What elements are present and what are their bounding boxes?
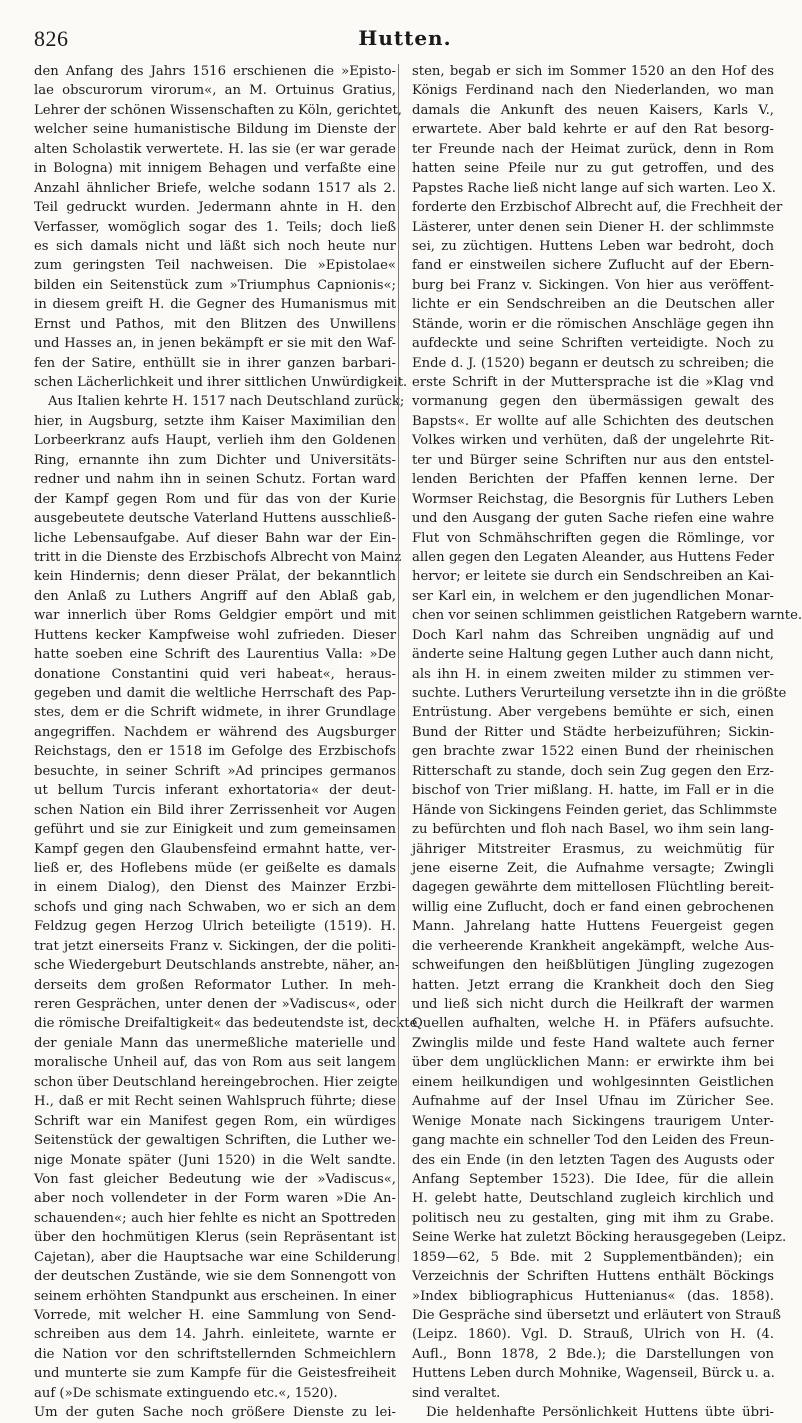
text-line: willig eine Zuflucht, doch er fand einen gebrochenen [412,899,774,915]
text-line: hatte soeben eine Schrift des Laurentius Valla: »De [34,647,396,663]
text-line: Quellen aufhalten, welche H. in Pfäfers aufsuchte. [412,1016,774,1032]
text-line: Ernst und Pathos, mit den Blitzen des Unwillens [34,316,396,332]
text-line: Seitenstück der gewaltigen Schriften, die Luther we- [34,1133,396,1149]
text-line: Wenige Monate nach Sickingens traurigem Unter- [412,1113,774,1129]
text-line: Papstes Rache ließ nicht lange auf sich warten. Leo X. [412,180,776,196]
text-line: erste Schrift in der Muttersprache ist die »Klag vnd [412,375,774,390]
text-line: in Bologna) mit innigem Behagen und verfaßte eine [34,161,396,177]
text-line: ausgebeutete deutsche Vaterland Huttens ausschließ- [34,511,396,527]
text-line: aufdeckte und seine Schriften verteidigte. Noch zu [412,336,774,352]
text-line: Wormser Reichstag, die Besorgnis für Luthers Leben [412,491,774,507]
text-line: suchte. Luthers Verurteilung versetzte ihn in die größte [412,686,787,701]
text-line: Seine Werke hat zuletzt Böcking herausgegeben (Leipz. [412,1230,787,1246]
text-line: Lehrer der schönen Wissenschaften zu Köln, gerichtet, [34,102,402,118]
text-line: der Kampf gegen Rom und für das von der Kurie [34,491,396,507]
text-line: redner und nahm ihn in seinen Schutz. Fortan ward [34,472,396,488]
text-line: hatten. Jetzt errang die Krankheit doch den Sieg [412,977,774,993]
text-line: derseits dem großen Reformator Luther. In meh- [34,977,396,993]
text-line: Teil gedruckt wurden. Jedermann ahnte in H. den [34,200,396,216]
text-line: Verfasser, womöglich sogar des 1. Teils; doch ließ [34,219,396,235]
text-line: und den Ausgang der guten Sache riefen eine wahre [412,511,774,527]
text-line: der geniale Mann das unermeßliche materielle und [34,1035,396,1051]
text-line: gegeben und damit die weltliche Herrschaft des Pap- [34,686,396,701]
text-line: schon über Deutschland hereingebrochen. Hier zeigte [34,1074,398,1090]
text-line: liche Lebensaufgabe. Auf dieser Bahn war der Ein- [34,530,396,546]
text-line: Schrift war ein Manifest gegen Rom, ein würdiges [34,1113,396,1129]
text-line: forderte den Erzbischof Albrecht auf, die Frechheit der [412,200,783,216]
text-line: Die heldenhafte Persönlichkeit Huttens übte übri- [426,1405,774,1421]
text-line: sei, zu züchtigen. Huttens Leben war bedroht, doch [412,238,774,254]
text-line: Reichstags, den er 1518 im Gefolge des Erzbischofs [34,744,396,760]
text-line: Aus Italien kehrte H. 1517 nach Deutschland zurück; [48,394,405,410]
text-line: Anfang September 1523). Die Idee, für die allein [412,1171,774,1187]
page-header [34,18,776,54]
text-line: in einem Dialog), den Dienst des Mainzer Erzbi- [34,880,396,896]
text-line: 1859—62, 5 Bde. mit 2 Supplementbänden); ein [412,1249,774,1265]
text-line: zum geringsten Teil nachweisen. Die »Epistolae« [34,258,396,274]
text-line: Zwinglis milde und feste Hand waltete auch ferner [412,1035,774,1051]
text-line: hervor; er leitete sie durch ein Sendschreiben an Kai- [412,569,774,585]
text-line: bilden ein Seitenstück zum »Triumphus Capnionis«; [34,277,396,293]
text-line: als ihn H. in einem zweiten milder zu stimmen ver- [412,666,774,682]
text-line: »Index bibliographicus Huttenianus« (das. 1858). [412,1288,774,1304]
running-head: Hutten. [358,26,452,50]
text-line: Flut von Schmähschriften gegen die Römlinge, vor [412,530,774,546]
text-line: gen brachte zwar 1522 einen Bund der rheinischen [412,744,774,760]
text-line: damals die Ankunft des neuen Kaisers, Karls V., [412,102,774,118]
text-line: Cajetan), aber die Hauptsache war eine Schilderung [34,1249,396,1265]
text-line: Ritterschaft zu stande, doch sein Zug gegen den Erz- [412,763,774,779]
text-line: aber noch vollendeter in der Form waren »Die An- [34,1191,396,1207]
text-line: trat jetzt einerseits Franz v. Sickingen, der die politi- [34,938,396,954]
text-line: Von fast gleicher Bedeutung wie der »Vadiscus«, [34,1171,396,1187]
text-line: es sich damals nicht und läßt sich noch heute nur [34,238,396,254]
text-line: hatten seine Pfeile nur zu gut getroffen, und des [412,161,774,177]
text-line: H. gelebt hatte, Deutschland zugleich kirchlich und [412,1191,774,1207]
text-line: Hände von Sickingens Feinden geriet, das Schlimmste [412,802,778,818]
text-line: ter Freunde nach der Heimat zurück, denn in Rom [412,141,774,157]
text-line: über den hochmütigen Klerus (sein Repräsentant ist [34,1230,396,1246]
right-column [412,62,802,1421]
text-line: Doch Karl nahm das Schreiben ungnädig auf und [412,627,774,643]
text-line: jene eiserne Zeit, die Aufnahme versagte; Zwingli [412,860,774,876]
text-line: ser Karl ein, in welchem er den jugendlichen Monar- [412,588,774,604]
text-line: Die Gespräche sind übersetzt und erläutert von Strauß [412,1308,781,1323]
text-line: politisch neu zu gestalten, ging mit ihm zu Grabe. [412,1210,774,1226]
text-line: Feldzug gegen Herzog Ulrich beteiligte (1519). H. [34,919,396,935]
text-line: Ende d. J. (1520) begann er deutsch zu schreiben; die [412,355,774,371]
text-line: alten Scholastik verwertete. H. las sie (er war gerade [34,141,396,157]
text-line: die Nation vor den schriftstellernden Schmeichlern [34,1346,396,1362]
text-line: Lorbeerkranz aufs Haupt, verlieh ihm den Goldenen [34,433,396,449]
text-line: Aufnahme auf der Insel Ufnau im Züricher See. [412,1094,774,1110]
text-line: und Hasses an, in jenen bekämpft er sie mit den Waf- [34,336,396,352]
text-line: reren Gesprächen, unter denen der »Vadiscus«, oder [34,997,396,1012]
text-line: vormanung gegen den übermässigen gewalt des [412,394,774,410]
text-line: Verzeichnis der Schriften Huttens enthält Böckings [412,1269,774,1285]
text-line: Lästerer, unter denen sein Diener H. der schlimmste [412,219,774,235]
text-line: Aufl., Bonn 1878, 2 Bde.); die Darstellungen von [412,1346,774,1362]
text-line: war innerlich über Roms Geldgier empört und mit [34,608,396,624]
text-line: Volkes wirken und verhüten, daß der ungelehrte Rit- [412,433,774,449]
text-line: Kampf gegen den Glaubensfeind ermahnt hatte, ver- [34,841,396,857]
text-line: schofs und ging nach Schwaben, wo er sich an dem [34,899,396,915]
text-line: tritt in die Dienste des Erzbischofs Albrecht von Mainz [34,549,402,565]
text-line: schen Lächerlichkeit und ihrer sittlichen Unwürdigkeit. [34,375,408,390]
text-line: die verheerende Krankheit angekämpft, welche Aus- [412,938,774,954]
text-line: des ein Ende (in den letzten Tagen des Augusts oder [412,1152,774,1168]
text-line: angegriffen. Nachdem er während des Augsburger [34,724,396,740]
text-line: moralische Unheil auf, das von Rom aus seit langem [34,1055,396,1071]
text-line: den Anlaß zu Luthers Angriff auf den Ablaß gab, [34,588,396,604]
text-line: kein Hindernis; denn dieser Prälat, der bekanntlich [34,569,396,585]
text-line: in diesem greift H. die Gegner des Humanismus mit [34,297,396,313]
text-line: Huttens Leben durch Mohnike, Wagenseil, Bürck u. a. [412,1366,775,1382]
text-line: (Leipz. 1860). Vgl. D. Strauß, Ulrich von H. (4. [412,1327,774,1343]
text-line: der deutschen Zustände, wie sie dem Sonnengott von [34,1269,396,1285]
text-line: die römische Dreifaltigkeit« das bedeutendste ist, deckte [34,1016,418,1032]
text-line: seinem erhöhten Standpunkt aus erscheinen. In einer [34,1288,396,1304]
text-line: auf (»De schismate extinguendo etc.«, 1520). [34,1385,338,1401]
text-line: zu befürchten und floh nach Basel, wo ihm sein lang- [412,822,774,838]
text-line: lenden Berichten der Pfaffen kennen lerne. Der [412,472,774,488]
text-line: änderte seine Haltung gegen Luther auch dann nicht, [412,647,774,663]
text-line: schweifungen den heißblütigen Jüngling zugezogen [412,958,774,974]
text-line: lae obscurorum virorum«, an M. Ortuinus Gratius, [34,83,396,99]
text-line: jähriger Mitstreiter Erasmus, zu weichmütig für [412,841,774,857]
text-line: ut bellum Turcis inferant exhortatoria« der deut- [34,783,396,799]
text-line: dagegen gewährte dem mittellosen Flüchtling bereit- [412,880,774,896]
text-line: H., daß er mit Recht seinen Wahlspruch führte; diese [34,1094,396,1110]
text-line: burg bei Franz v. Sickingen. Von hier aus veröffent- [412,277,774,293]
text-line: Um der guten Sache noch größere Dienste zu lei- [34,1405,396,1421]
text-line: geführt und sie zur Einigkeit und zum gemeinsamen [34,822,396,838]
text-line: allen gegen den Legaten Aleander, aus Huttens Feder [412,549,774,565]
text-line: Ring, ernannte ihn zum Dichter und Universitäts- [34,452,396,468]
text-line: Vorrede, mit welcher H. eine Sammlung von Send- [34,1308,396,1323]
text-line: ter und Bürger seine Schriften nur aus den entstel- [412,452,774,468]
text-line: lichte er ein Sendschreiben an die Deutschen aller [412,297,774,313]
text-line: besuchte, in seiner Schrift »Ad principes germanos [34,763,396,779]
text-line: fand er einstweilen sichere Zuflucht auf der Ebern- [412,258,774,274]
text-line: gang machte ein schneller Tod den Leiden des Freun- [412,1133,774,1149]
text-line: und munterte sie zum Kampfe für die Geistesfreiheit [34,1366,396,1382]
page-number: 826 [34,26,69,51]
text-line: schreiben aus dem 14. Jahrh. einleitete, warnte er [34,1327,396,1343]
text-line: ließ er, des Hoflebens müde (er geißelte es damals [34,860,396,876]
text-line: sind veraltet. [412,1385,501,1401]
text-line: donatione Constantini quid veri habeat«, heraus- [34,666,396,682]
column-divider [398,64,399,1262]
text-line: schauenden«; auch hier fehlte es nicht an Spottreden [34,1210,396,1226]
text-line: Bund der Ritter und Städte herbeizuführen; Sickin- [412,724,774,740]
text-line: Mann. Jahrelang hatte Huttens Feuergeist gegen [412,919,774,935]
text-line: nige Monate später (Juni 1520) in die Welt sandte. [34,1152,396,1168]
text-line: Anzahl ähnlicher Briefe, welche sodann 1517 als 2. [34,180,396,196]
text-line: und ließ sich nicht durch die Heilkraft der warmen [412,997,774,1012]
text-line: Königs Ferdinand nach den Niederlanden, wo man [412,83,774,99]
text-line: bischof von Trier mißlang. H. hatte, im Fall er in die [412,783,774,799]
text-line: fen der Satire, enthüllt sie in ihrer ganzen barbari- [34,355,396,371]
text-line: Entrüstung. Aber vergebens bemühte er sich, einen [412,705,774,721]
text-line: einem heilkundigen und wohlgesinnten Geistlichen [412,1074,774,1090]
text-line: schen Nation ein Bild ihrer Zerrissenheit vor Augen [34,802,396,818]
text-line: hier, in Augsburg, setzte ihm Kaiser Maximilian den [34,413,396,429]
text-line: Huttens kecker Kampfweise wohl zufrieden. Dieser [34,627,396,643]
text-line: sten, begab er sich im Sommer 1520 an den Hof des [412,64,774,79]
text-line: sche Wiedergeburt Deutschlands anstrebte, näher, an- [34,958,400,974]
left-column [34,62,418,1421]
text-line: erwartete. Aber bald kehrte er auf den Rat besorg- [412,122,774,138]
text-line: chen vor seinen schlimmen geistlichen Ratgebern warnte. [412,608,802,624]
text-line: den Anfang des Jahrs 1516 erschienen die »Episto- [34,64,396,79]
text-line: über dem unglücklichen Mann: er erwirkte ihm bei [412,1055,774,1071]
text-line: Stände, worin er die römischen Anschläge gegen ihn [412,316,774,332]
text-line: stes, dem er die Schrift widmete, in ihrer Grundlage [34,705,396,721]
text-line: welcher seine humanistische Bildung im Dienste der [34,122,396,138]
text-line: Bapsts«. Er wollte auf alle Schichten des deutschen [412,413,774,429]
